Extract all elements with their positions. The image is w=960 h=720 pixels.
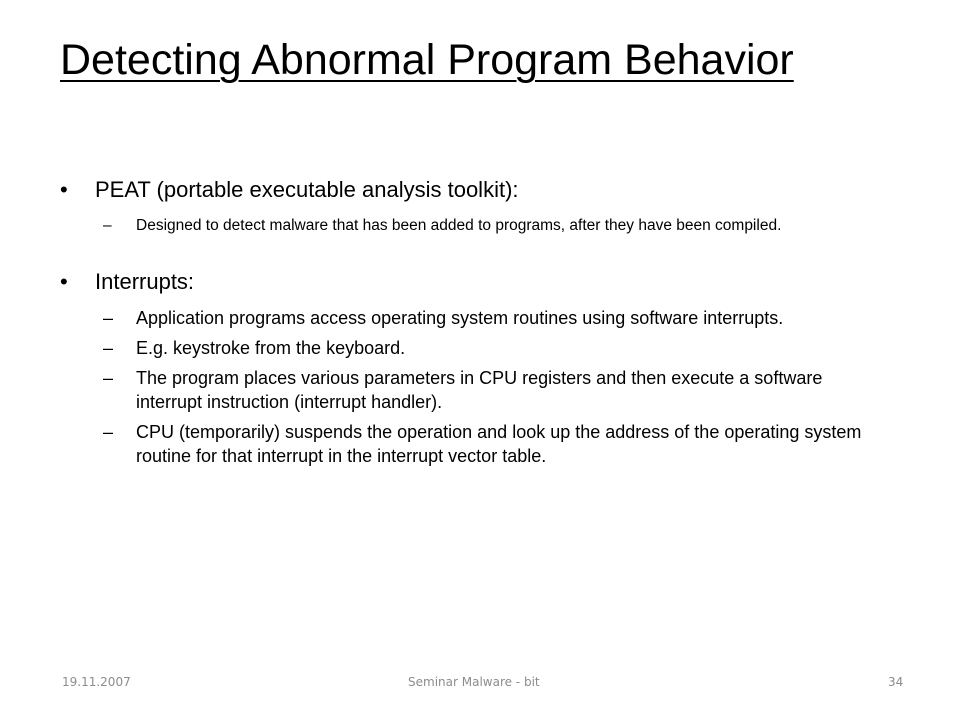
bullet-text: Interrupts: (95, 269, 195, 294)
sub-bullet (60, 306, 880, 330)
bullet-dot: • (60, 269, 68, 294)
dash-marker: – (103, 368, 114, 388)
slide-content (60, 172, 880, 468)
dash-marker: – (103, 338, 114, 358)
sub-bullet (60, 214, 880, 238)
dash-marker: – (103, 422, 114, 442)
dash-marker: – (103, 217, 112, 234)
bullet-peat (60, 172, 880, 208)
footer-date: 19.11.2007 (62, 675, 131, 689)
sub-bullet (60, 366, 880, 414)
bullet-text: PEAT (portable executable analysis toolkit): (95, 177, 519, 202)
sub-bullet-text: Application programs access operating system routines using software interrupts. (136, 308, 784, 328)
slide-title: Detecting Abnormal Program Behavior (60, 36, 794, 84)
sub-bullet-text: Designed to detect malware that has been added to programs, after they have been compiled. (136, 217, 782, 234)
footer-title: Seminar Malware - bit (408, 675, 540, 689)
sub-bullet-text: E.g. keystroke from the keyboard. (136, 338, 406, 358)
page-number: 34 (888, 675, 904, 689)
dash-marker: – (103, 308, 114, 328)
sub-bullet-text: The program places various parameters in CPU registers and then execute a software interrupt instruction (interrupt handler). (136, 368, 823, 412)
sub-bullet (60, 420, 880, 468)
bullet-dot: • (60, 177, 68, 202)
sub-bullet-text: CPU (temporarily) suspends the operation and look up the address of the operating system routine for that interrupt in the interrupt vector table. (136, 422, 862, 466)
bullet-interrupts (60, 264, 880, 300)
sub-bullet (60, 336, 880, 360)
